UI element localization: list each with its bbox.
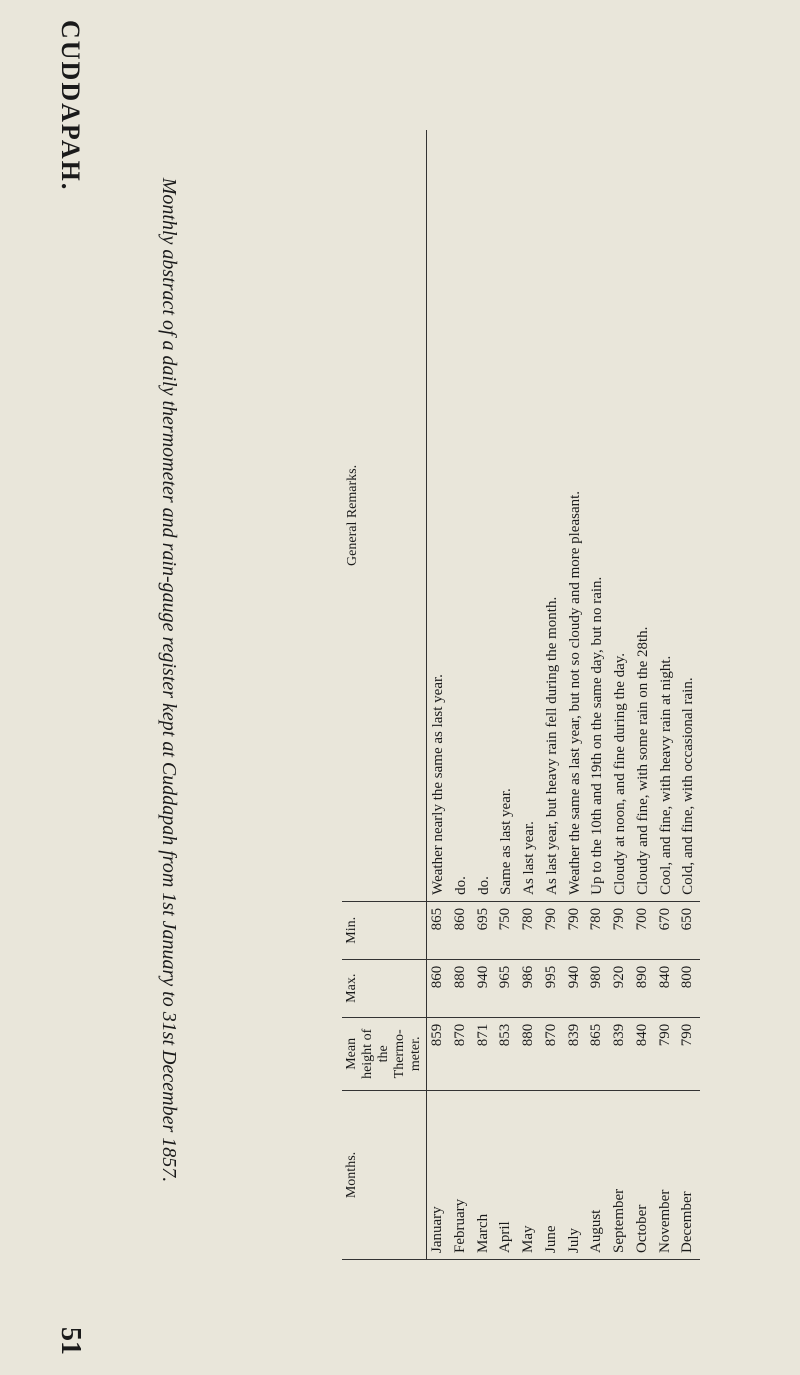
min-cell: 670 <box>655 901 678 959</box>
min-cell: 790 <box>609 901 632 959</box>
remark-cell: Cool, and fine, with heavy rain at night. <box>655 130 678 901</box>
table-row <box>450 130 473 1260</box>
min-cell: 790 <box>564 901 587 959</box>
remark-cell: As last year, but heavy rain fell during the month. <box>541 130 564 901</box>
table-row <box>586 130 609 1260</box>
max-cell: 920 <box>609 959 632 1017</box>
max-cell: 940 <box>564 959 587 1017</box>
min-cell: 790 <box>541 901 564 959</box>
min-cell: 780 <box>586 901 609 959</box>
max-cell: 995 <box>541 959 564 1017</box>
min-cell: 865 <box>427 901 450 959</box>
month-cell: May <box>518 1090 541 1259</box>
thermometer-table <box>342 130 700 1260</box>
min-cell: 860 <box>450 901 473 959</box>
table-row <box>609 130 632 1260</box>
month-cell: September <box>609 1090 632 1259</box>
month-cell: April <box>495 1090 518 1259</box>
month-cell: October <box>632 1090 655 1259</box>
month-cell: January <box>427 1090 450 1259</box>
max-cell: 800 <box>677 959 700 1017</box>
max-cell: 980 <box>586 959 609 1017</box>
mean-cell: 839 <box>564 1017 587 1090</box>
month-cell: July <box>564 1090 587 1259</box>
district-heading: CUDDAPAH. <box>56 20 85 192</box>
remark-cell: Same as last year. <box>495 130 518 901</box>
table-header-row <box>342 130 427 1260</box>
table-row <box>677 130 700 1260</box>
min-cell: 695 <box>473 901 496 959</box>
mean-cell: 790 <box>677 1017 700 1090</box>
remark-cell: Cloudy at noon, and fine during the day. <box>609 130 632 901</box>
header-mean: Mean height of the Thermo-meter. <box>342 1017 427 1090</box>
page-number: 51 <box>55 1327 86 1355</box>
table-row <box>564 130 587 1260</box>
month-cell: February <box>450 1090 473 1259</box>
month-cell: November <box>655 1090 678 1259</box>
header-remarks: General Remarks. <box>342 130 427 901</box>
month-cell: June <box>541 1090 564 1259</box>
month-cell: August <box>586 1090 609 1259</box>
header-min: Min. <box>342 901 427 959</box>
page-header <box>40 20 100 1355</box>
table-row <box>655 130 678 1260</box>
remark-cell: As last year. <box>518 130 541 901</box>
month-cell: December <box>677 1090 700 1259</box>
table-row <box>541 130 564 1260</box>
remark-cell: do. <box>450 130 473 901</box>
max-cell: 880 <box>450 959 473 1017</box>
table-row <box>632 130 655 1260</box>
table-row <box>495 130 518 1260</box>
month-cell: March <box>473 1090 496 1259</box>
table-row <box>473 130 496 1260</box>
remark-cell: Cold, and fine, with occasional rain. <box>677 130 700 901</box>
mean-cell: 870 <box>450 1017 473 1090</box>
header-max: Max. <box>342 959 427 1017</box>
mean-cell: 865 <box>586 1017 609 1090</box>
remark-cell: Up to the 10th and 19th on the same day, but no rain. <box>586 130 609 901</box>
max-cell: 860 <box>427 959 450 1017</box>
mean-cell: 870 <box>541 1017 564 1090</box>
max-cell: 840 <box>655 959 678 1017</box>
max-cell: 940 <box>473 959 496 1017</box>
min-cell: 700 <box>632 901 655 959</box>
remark-cell: do. <box>473 130 496 901</box>
mean-cell: 839 <box>609 1017 632 1090</box>
max-cell: 986 <box>518 959 541 1017</box>
mean-cell: 840 <box>632 1017 655 1090</box>
mean-cell: 871 <box>473 1017 496 1090</box>
max-cell: 965 <box>495 959 518 1017</box>
mean-cell: 853 <box>495 1017 518 1090</box>
min-cell: 780 <box>518 901 541 959</box>
header-months: Months. <box>342 1090 427 1259</box>
table-title: Monthly abstract of a daily thermometer and rain-gauge register kept at Cuddapah from 1st January to 31st December 1857. <box>158 177 180 1183</box>
remark-cell: Weather the same as last year, but not so cloudy and more pleasant. <box>564 130 587 901</box>
table-row <box>427 130 450 1260</box>
max-cell: 890 <box>632 959 655 1017</box>
table-row <box>518 130 541 1260</box>
mean-cell: 859 <box>427 1017 450 1090</box>
mean-cell: 790 <box>655 1017 678 1090</box>
min-cell: 750 <box>495 901 518 959</box>
remark-cell: Weather nearly the same as last year. <box>427 130 450 901</box>
mean-cell: 880 <box>518 1017 541 1090</box>
min-cell: 650 <box>677 901 700 959</box>
remark-cell: Cloudy and fine, with some rain on the 28th. <box>632 130 655 901</box>
